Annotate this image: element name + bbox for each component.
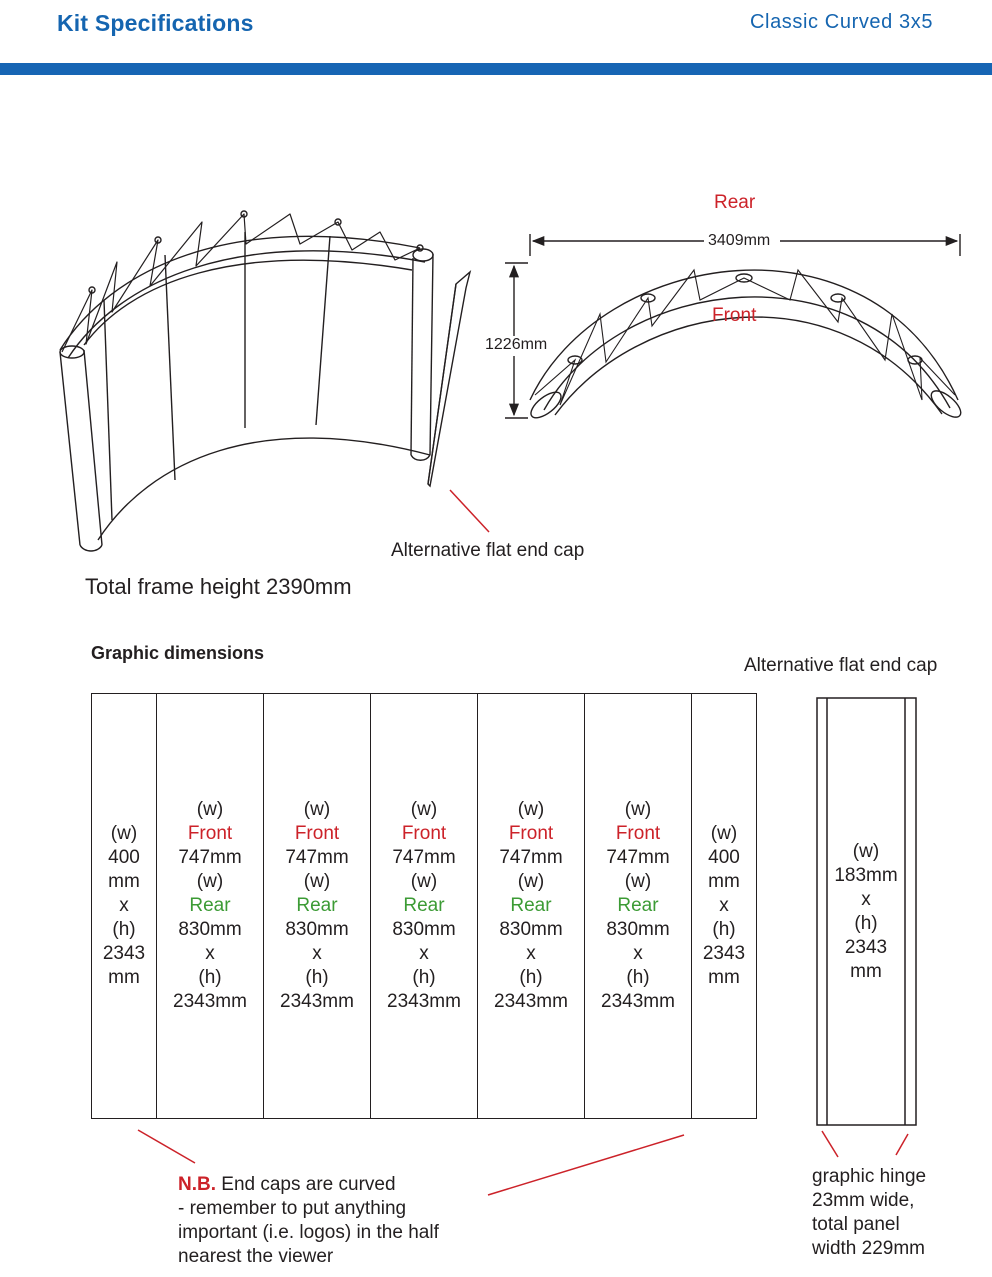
panel-dimensions: [173, 798, 247, 1014]
hinge-pointer-right: [896, 1134, 908, 1155]
panel-text-line: (w): [517, 799, 545, 820]
note-line: End caps are curved: [221, 1174, 396, 1195]
graphic-panel-3: [370, 693, 478, 1119]
rear-label: Rear: [510, 895, 552, 916]
note-line: total panel: [812, 1214, 900, 1235]
product-name: Classic Curved 3x5: [750, 11, 934, 33]
height-value: 2343mm: [601, 991, 675, 1012]
front-width-value: 747mm: [499, 847, 563, 868]
end-cap-pointer-right: [488, 1135, 684, 1195]
panel-text-line: (w): [852, 841, 880, 862]
panel-text-line: (h): [305, 967, 329, 988]
front-width-value: 747mm: [392, 847, 456, 868]
rear-label: Rear: [296, 895, 338, 916]
front-label: Front: [712, 305, 757, 326]
front-width-value: 747mm: [285, 847, 349, 868]
hinge-note: [812, 1165, 926, 1261]
front-label: Front: [615, 823, 661, 844]
panel-text-line: x: [719, 895, 729, 916]
panel-text-line: 400: [708, 847, 740, 868]
panel-text-line: (w): [410, 871, 438, 892]
note-prefix: N.B.: [178, 1174, 216, 1195]
note-line: 23mm wide,: [812, 1190, 915, 1211]
panel-text-line: (w): [303, 799, 331, 820]
flat-end-cap-pointer: [450, 490, 489, 532]
panel-text-line: (h): [198, 967, 222, 988]
end-cap-pointer-left: [138, 1130, 195, 1163]
panel-text-line: (w): [517, 871, 545, 892]
panel-text-line: mm: [108, 871, 140, 892]
height-value: 2343mm: [280, 991, 354, 1012]
note-line: width 229mm: [812, 1238, 925, 1259]
rear-label: Rear: [617, 895, 659, 916]
panel-text-line: (w): [196, 871, 224, 892]
height-value: 2343mm: [387, 991, 461, 1012]
rear-label: Rear: [403, 895, 445, 916]
panel-text-line: (h): [112, 919, 136, 940]
note-line: - remember to put anything: [178, 1198, 407, 1219]
graphic-panel-1: [156, 693, 264, 1119]
end-cap-panel-left: [91, 693, 157, 1119]
panel-text-line: (w): [710, 823, 738, 844]
panel-text-line: 2343: [702, 943, 746, 964]
panel-text-line: (w): [110, 823, 138, 844]
width-dimension-label: 3409mm: [708, 232, 771, 249]
flat-end-cap-label: Alternative flat end cap: [391, 540, 585, 561]
panel-text-line: x: [419, 943, 429, 964]
panel-dimensions: [280, 798, 354, 1014]
hinge-pointer-left: [822, 1131, 838, 1157]
front-label: Front: [401, 823, 447, 844]
panel-text-line: mm: [708, 871, 740, 892]
panel-text-line: 2343: [102, 943, 146, 964]
rear-width-value: 830mm: [499, 919, 563, 940]
panel-text-line: (w): [196, 799, 224, 820]
flat-end-cap-drawing: [428, 272, 470, 486]
depth-dimension-label: 1226mm: [485, 336, 548, 353]
panel-text-line: 183mm: [834, 865, 898, 886]
panel-text-line: mm: [108, 967, 140, 988]
total-frame-height-label: Total frame height 2390mm: [85, 574, 352, 599]
panel-text-line: (h): [712, 919, 736, 940]
panel-dimensions: [387, 798, 461, 1014]
front-width-value: 747mm: [178, 847, 242, 868]
panel-text-line: (w): [624, 871, 652, 892]
rear-width-value: 830mm: [285, 919, 349, 940]
panel-text-line: 2343: [844, 937, 888, 958]
rear-width-value: 830mm: [606, 919, 670, 940]
graphic-panel-2: [263, 693, 371, 1119]
panel-text-line: (h): [854, 913, 878, 934]
panel-text-line: 400: [108, 847, 140, 868]
front-label: Front: [187, 823, 233, 844]
panel-text-line: (h): [519, 967, 543, 988]
front-width-value: 747mm: [606, 847, 670, 868]
panel-text-line: mm: [850, 961, 882, 982]
panel-text-line: x: [861, 889, 871, 910]
panel-dimensions: [601, 798, 675, 1014]
rear-label: Rear: [189, 895, 231, 916]
note-line: graphic hinge: [812, 1166, 927, 1187]
note-line: important (i.e. logos) in the half: [178, 1222, 439, 1243]
curved-stand-perspective-drawing: [60, 211, 433, 551]
flat-cap-heading: Alternative flat end cap: [744, 655, 938, 676]
panel-text-line: (w): [410, 799, 438, 820]
panel-text-line: x: [205, 943, 215, 964]
panel-text-line: (w): [624, 799, 652, 820]
end-cap-note: [178, 1173, 439, 1269]
page-title: Kit Specifications: [57, 10, 254, 36]
rear-width-value: 830mm: [178, 919, 242, 940]
flat-cap-dimensions: [827, 840, 905, 984]
panel-dimensions: [703, 822, 745, 990]
panel-dimensions: [103, 822, 145, 990]
height-value: 2343mm: [173, 991, 247, 1012]
graphic-panel-5: [584, 693, 692, 1119]
top-view-drawing: [505, 234, 965, 422]
panel-text-line: x: [633, 943, 643, 964]
panel-text-line: (h): [412, 967, 436, 988]
panel-text-line: (w): [303, 871, 331, 892]
panel-text-line: x: [526, 943, 536, 964]
end-cap-panel-right: [691, 693, 757, 1119]
panel-text-line: x: [312, 943, 322, 964]
graphic-dimensions-heading: Graphic dimensions: [91, 643, 265, 663]
note-line: nearest the viewer: [178, 1246, 334, 1267]
height-value: 2343mm: [494, 991, 568, 1012]
rear-label: Rear: [714, 192, 756, 213]
panel-dimensions: [494, 798, 568, 1014]
panel-text-line: mm: [708, 967, 740, 988]
panel-text-line: x: [119, 895, 129, 916]
front-label: Front: [508, 823, 554, 844]
panel-text-line: (h): [626, 967, 650, 988]
rear-width-value: 830mm: [392, 919, 456, 940]
graphic-panel-4: [477, 693, 585, 1119]
front-label: Front: [294, 823, 340, 844]
